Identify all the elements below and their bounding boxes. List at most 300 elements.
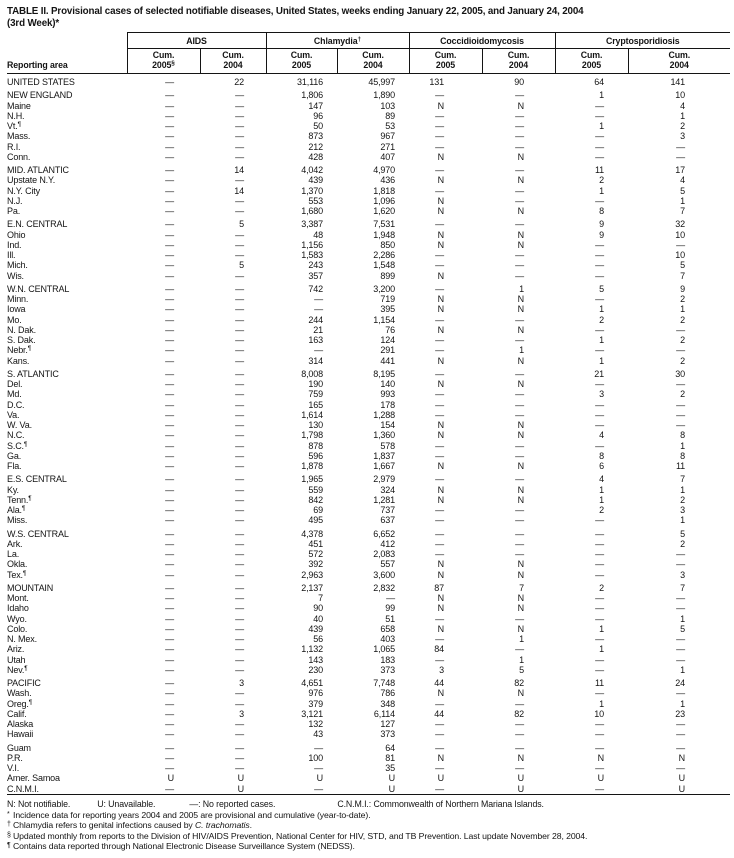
table-row <box>7 111 730 121</box>
value-cell: — <box>595 195 604 206</box>
value-cell: — <box>235 644 244 655</box>
legend-item: U: Unavailable. <box>97 798 156 809</box>
value-cell: 7 <box>680 474 686 485</box>
value-cell: — <box>595 440 604 451</box>
value-cell: — <box>515 110 524 121</box>
table-row <box>7 485 730 495</box>
table-row <box>7 162 730 175</box>
value-cell: — <box>386 593 395 604</box>
value-cell: — <box>595 294 604 305</box>
reporting-area-cell: Okla. <box>7 559 28 570</box>
table-row <box>7 121 730 131</box>
value-cell: N <box>517 484 524 495</box>
value-cell: 1 <box>519 654 524 665</box>
value-cell: — <box>595 688 604 699</box>
reporting-area-cell: UNITED STATES <box>7 77 75 88</box>
value-cell: 2,286 <box>373 250 395 261</box>
value-cell: N <box>437 569 444 580</box>
sub-header-row <box>7 49 730 74</box>
footnote-text: Incidence data for reporting years 2004 and 2005 are provisional and cumulative (year-to-date). <box>13 809 371 820</box>
value-cell: 132 <box>308 719 323 730</box>
value-cell: — <box>235 461 244 472</box>
value-cell: — <box>235 623 244 634</box>
value-cell: 4,970 <box>373 165 395 176</box>
value-cell: 4 <box>680 100 686 111</box>
value-cell: — <box>515 399 524 410</box>
value-cell: — <box>515 729 524 740</box>
table-row <box>7 206 730 216</box>
value-cell: — <box>676 603 686 614</box>
value-cell: U <box>597 773 604 784</box>
table-row <box>7 410 730 420</box>
value-cell: 24 <box>675 678 686 689</box>
value-cell: 1,096 <box>373 195 395 206</box>
value-cell: — <box>235 742 244 753</box>
value-cell: 10 <box>594 708 604 719</box>
value-cell: — <box>595 399 604 410</box>
value-cell: 8,195 <box>373 368 395 379</box>
value-cell: 572 <box>308 549 323 560</box>
value-cell: 3,600 <box>373 569 395 580</box>
value-cell: 4 <box>599 474 604 485</box>
table-row <box>7 240 730 250</box>
value-cell: N <box>437 379 444 390</box>
value-cell: 35 <box>385 763 395 774</box>
value-cell: 439 <box>308 175 323 186</box>
value-cell: — <box>235 206 244 217</box>
table-row <box>7 250 730 260</box>
value-cell: — <box>676 644 686 655</box>
value-cell: — <box>435 185 444 196</box>
value-cell: 1,281 <box>373 494 395 505</box>
value-cell: — <box>165 698 174 709</box>
table-row <box>7 526 730 539</box>
value-cell: 1 <box>680 515 686 526</box>
value-cell: — <box>515 440 524 451</box>
value-cell: 1,548 <box>373 260 395 271</box>
value-cell: — <box>235 324 244 335</box>
value-cell: — <box>676 654 686 665</box>
table-row <box>7 570 730 580</box>
value-cell: 1,948 <box>373 229 395 240</box>
value-cell: 1,583 <box>301 250 323 261</box>
reporting-area-cell: Upstate N.Y. <box>7 175 56 186</box>
reporting-area-cell: Va. <box>7 409 20 420</box>
reporting-area-cell: Wyo. <box>7 613 27 624</box>
value-cell: — <box>676 420 686 431</box>
value-cell: U <box>167 773 174 784</box>
reporting-area-cell: Fla. <box>7 461 22 472</box>
value-cell: N <box>437 270 444 281</box>
value-cell: — <box>435 654 444 665</box>
value-cell: — <box>235 538 244 549</box>
value-cell: — <box>435 110 444 121</box>
value-cell: 2 <box>680 355 686 366</box>
reporting-area-cell: D.C. <box>7 399 25 410</box>
value-cell: — <box>435 440 444 451</box>
value-cell: — <box>235 283 244 294</box>
reporting-area-cell: Amer. Samoa <box>7 773 60 784</box>
value-cell: — <box>435 698 444 709</box>
value-cell: — <box>235 603 244 614</box>
value-cell: 4,378 <box>301 528 323 539</box>
value-cell: — <box>314 304 323 315</box>
table-row <box>7 665 730 675</box>
value-cell: — <box>235 528 244 539</box>
value-cell: — <box>235 409 244 420</box>
value-cell: — <box>595 783 604 794</box>
value-cell: 69 <box>313 505 323 516</box>
value-cell: 8 <box>599 206 604 217</box>
value-cell: — <box>165 100 174 111</box>
value-cell: 1 <box>680 110 686 121</box>
value-cell: — <box>314 763 323 774</box>
value-cell: 314 <box>308 355 323 366</box>
table-row <box>7 400 730 410</box>
table-row <box>7 614 730 624</box>
value-cell: 124 <box>380 335 395 346</box>
value-cell: — <box>235 688 244 699</box>
value-cell: 9 <box>599 229 604 240</box>
value-cell: 1,890 <box>373 90 395 101</box>
value-cell: — <box>435 505 444 516</box>
reporting-area-cell: Guam <box>7 742 31 753</box>
value-cell: N <box>517 206 524 217</box>
value-cell: — <box>235 121 244 132</box>
reporting-area-cell: Colo. <box>7 623 28 634</box>
table-row <box>7 495 730 505</box>
value-cell: N <box>437 430 444 441</box>
value-cell: — <box>165 593 174 604</box>
group-header-cryptosporidiosis: Cryptosporidiosis <box>555 33 730 49</box>
value-cell: — <box>165 644 174 655</box>
value-cell: 2,083 <box>373 549 395 560</box>
value-cell: — <box>235 549 244 560</box>
value-cell: — <box>435 450 444 461</box>
value-cell: — <box>435 613 444 624</box>
value-cell: 2 <box>680 294 686 305</box>
value-cell: 48 <box>313 229 323 240</box>
value-cell: 64 <box>594 77 604 88</box>
value-cell: U <box>388 783 395 794</box>
value-cell: — <box>435 250 444 261</box>
value-cell: 2 <box>599 582 604 593</box>
value-cell: — <box>235 484 244 495</box>
value-cell: — <box>165 379 174 390</box>
value-cell: 230 <box>308 664 323 675</box>
reporting-area-cell: MOUNTAIN <box>7 582 54 593</box>
col-header-coccidioidomycosis-cum-2005: Cum. 2005 <box>409 49 482 74</box>
value-cell: — <box>435 474 444 485</box>
value-cell: — <box>165 110 174 121</box>
value-cell: — <box>515 121 524 132</box>
table-section <box>7 740 730 795</box>
value-cell: — <box>235 141 244 152</box>
reporting-area-header: Reporting area <box>7 49 127 74</box>
value-cell: N <box>517 688 524 699</box>
reporting-area-cell: Ill. <box>7 250 16 261</box>
reporting-area-cell: Del. <box>7 379 23 390</box>
footnote-text: . <box>249 820 252 831</box>
value-cell: 2 <box>680 314 686 325</box>
value-cell: 8,008 <box>301 368 323 379</box>
value-cell: 993 <box>380 389 395 400</box>
value-cell: 163 <box>308 335 323 346</box>
value-cell: — <box>165 294 174 305</box>
value-cell: 11 <box>675 461 686 472</box>
value-cell: N <box>517 461 524 472</box>
table-row <box>7 603 730 613</box>
value-cell: — <box>314 783 323 794</box>
value-cell: — <box>515 195 524 206</box>
table-row <box>7 389 730 399</box>
value-cell: — <box>515 389 524 400</box>
value-cell: — <box>595 379 604 390</box>
table-section <box>7 526 730 580</box>
value-cell: N <box>597 752 604 763</box>
value-cell: — <box>165 729 174 740</box>
value-cell: U <box>437 773 444 784</box>
group-header-aids: AIDS <box>127 33 266 49</box>
value-cell: 244 <box>308 314 323 325</box>
value-cell: — <box>515 719 524 730</box>
value-cell: 11 <box>594 678 604 689</box>
table-row <box>7 784 730 795</box>
value-cell: — <box>165 484 174 495</box>
value-cell: — <box>235 335 244 346</box>
table-row <box>7 271 730 281</box>
value-cell: 87 <box>434 582 444 593</box>
value-cell: — <box>235 195 244 206</box>
value-cell: — <box>235 131 244 142</box>
value-cell: 1 <box>599 644 604 655</box>
value-cell: — <box>235 250 244 261</box>
value-cell: — <box>595 719 604 730</box>
value-cell: — <box>676 141 686 152</box>
table-row <box>7 688 730 698</box>
footnote-marker: † <box>7 821 11 829</box>
value-cell: — <box>515 505 524 516</box>
reporting-area-cell: Pa. <box>7 206 21 217</box>
value-cell: — <box>595 324 604 335</box>
value-cell: 559 <box>308 484 323 495</box>
value-cell: — <box>165 708 174 719</box>
value-cell: — <box>165 335 174 346</box>
reporting-area-cell: MID. ATLANTIC <box>7 165 69 176</box>
value-cell: 5 <box>680 528 686 539</box>
table-row <box>7 87 730 100</box>
value-cell: 30 <box>675 368 686 379</box>
value-cell: — <box>165 420 174 431</box>
value-cell: 21 <box>313 324 323 335</box>
value-cell: 10 <box>675 90 686 101</box>
table-row <box>7 345 730 355</box>
value-cell: — <box>676 763 686 774</box>
value-cell: 51 <box>385 613 395 624</box>
table-section <box>7 675 730 740</box>
value-cell: — <box>515 528 524 539</box>
value-cell: — <box>235 582 244 593</box>
value-cell: — <box>435 528 444 539</box>
footnote <box>7 810 730 820</box>
value-cell: 96 <box>313 110 323 121</box>
value-cell: 557 <box>380 559 395 570</box>
value-cell: — <box>235 270 244 281</box>
table-title <box>7 6 730 29</box>
value-cell: — <box>235 175 244 186</box>
table-section <box>7 162 730 216</box>
table-row <box>7 719 730 729</box>
value-cell: — <box>515 368 524 379</box>
value-cell: 878 <box>308 440 323 451</box>
value-cell: — <box>435 634 444 645</box>
value-cell: 2 <box>599 314 604 325</box>
reporting-area-cell: N.H. <box>7 110 25 121</box>
value-cell: 1 <box>599 90 604 101</box>
value-cell: 5 <box>519 664 524 675</box>
value-cell: 1 <box>599 484 604 495</box>
value-cell: 578 <box>380 440 395 451</box>
value-cell: — <box>235 420 244 431</box>
table-row <box>7 699 730 709</box>
value-cell: — <box>676 549 686 560</box>
reporting-area-cell: S. ATLANTIC <box>7 368 59 379</box>
table-row <box>7 549 730 559</box>
value-cell: — <box>235 379 244 390</box>
value-cell: 4 <box>680 175 686 186</box>
value-cell: 1 <box>599 121 604 132</box>
value-cell: 64 <box>385 742 395 753</box>
value-cell: — <box>235 654 244 665</box>
value-cell: — <box>676 324 686 335</box>
value-cell: 495 <box>308 515 323 526</box>
value-cell: U <box>237 783 244 794</box>
value-cell: 89 <box>385 110 395 121</box>
value-cell: N <box>517 494 524 505</box>
value-cell: — <box>515 335 524 346</box>
value-cell: — <box>165 239 174 250</box>
value-cell: 131 <box>429 77 444 88</box>
value-cell: — <box>235 569 244 580</box>
footnote <box>7 820 730 830</box>
value-cell: — <box>595 559 604 570</box>
value-cell: — <box>435 538 444 549</box>
value-cell: 1 <box>680 195 686 206</box>
value-cell: — <box>235 698 244 709</box>
value-cell: — <box>435 783 444 794</box>
value-cell: 3,200 <box>373 283 395 294</box>
footnote-marker: § <box>7 831 11 839</box>
value-cell: — <box>676 409 686 420</box>
value-cell: N <box>437 294 444 305</box>
value-cell: U <box>678 783 686 794</box>
value-cell: 82 <box>514 678 524 689</box>
value-cell: U <box>237 773 244 784</box>
reporting-area-cell: W.N. CENTRAL <box>7 283 70 294</box>
value-cell: — <box>515 698 524 709</box>
reporting-area-cell: PACIFIC <box>7 678 41 689</box>
value-cell: — <box>165 399 174 410</box>
value-cell: 786 <box>380 688 395 699</box>
value-cell: U <box>388 773 395 784</box>
value-cell: — <box>435 335 444 346</box>
value-cell: — <box>235 90 244 101</box>
value-cell: 3 <box>680 131 686 142</box>
value-cell: N <box>517 420 524 431</box>
value-cell: 31,116 <box>297 77 323 88</box>
value-cell: 1 <box>680 613 686 624</box>
value-cell: — <box>435 283 444 294</box>
value-cell: 81 <box>385 752 395 763</box>
value-cell: — <box>165 450 174 461</box>
value-cell: — <box>165 603 174 614</box>
value-cell: — <box>435 368 444 379</box>
value-cell: N <box>437 324 444 335</box>
value-cell: 6,114 <box>373 708 395 719</box>
value-cell: 1,156 <box>301 239 323 250</box>
value-cell: 4,042 <box>301 165 323 176</box>
value-cell: — <box>595 250 604 261</box>
reporting-area-cell: Kans. <box>7 355 30 366</box>
reporting-area-cell: Ark. <box>7 538 23 549</box>
value-cell: — <box>515 314 524 325</box>
value-cell: — <box>235 151 244 162</box>
value-cell: — <box>165 461 174 472</box>
col-header-chlamydia-cum-2004: Cum. 2004 <box>337 49 409 74</box>
value-cell: N <box>437 151 444 162</box>
value-cell: — <box>435 719 444 730</box>
value-cell: N <box>517 229 524 240</box>
table-row <box>7 335 730 345</box>
value-cell: — <box>165 719 174 730</box>
value-cell: 3 <box>680 569 686 580</box>
table-section <box>7 471 730 525</box>
value-cell: 44 <box>434 708 444 719</box>
value-cell: — <box>515 763 524 774</box>
value-cell: — <box>676 688 686 699</box>
value-cell: — <box>595 100 604 111</box>
table-row <box>7 356 730 366</box>
value-cell: — <box>165 559 174 570</box>
reporting-area-cell: Ala.¶ <box>7 505 26 516</box>
value-cell: 873 <box>308 131 323 142</box>
value-cell: — <box>515 250 524 261</box>
value-cell: — <box>165 165 174 176</box>
value-cell: 7 <box>519 582 524 593</box>
value-cell: N <box>517 151 524 162</box>
value-cell: 1 <box>680 484 686 495</box>
value-cell: — <box>165 494 174 505</box>
reporting-area-cell: Iowa <box>7 304 26 315</box>
value-cell: 6 <box>599 461 604 472</box>
value-cell: — <box>235 593 244 604</box>
value-cell: — <box>235 430 244 441</box>
value-cell: 759 <box>308 389 323 400</box>
value-cell: 3 <box>599 389 604 400</box>
value-cell: — <box>515 165 524 176</box>
footnote-text: Contains data reported through National Electronic Disease Surveillance System (NEDSS). <box>13 840 355 851</box>
value-cell: U <box>678 773 686 784</box>
value-cell: — <box>435 141 444 152</box>
table-row <box>7 675 730 688</box>
value-cell: N <box>437 688 444 699</box>
value-cell: — <box>676 729 686 740</box>
value-cell: 44 <box>434 678 444 689</box>
table-row <box>7 515 730 525</box>
value-cell: — <box>515 185 524 196</box>
value-cell: 9 <box>680 283 686 294</box>
value-cell: — <box>165 538 174 549</box>
